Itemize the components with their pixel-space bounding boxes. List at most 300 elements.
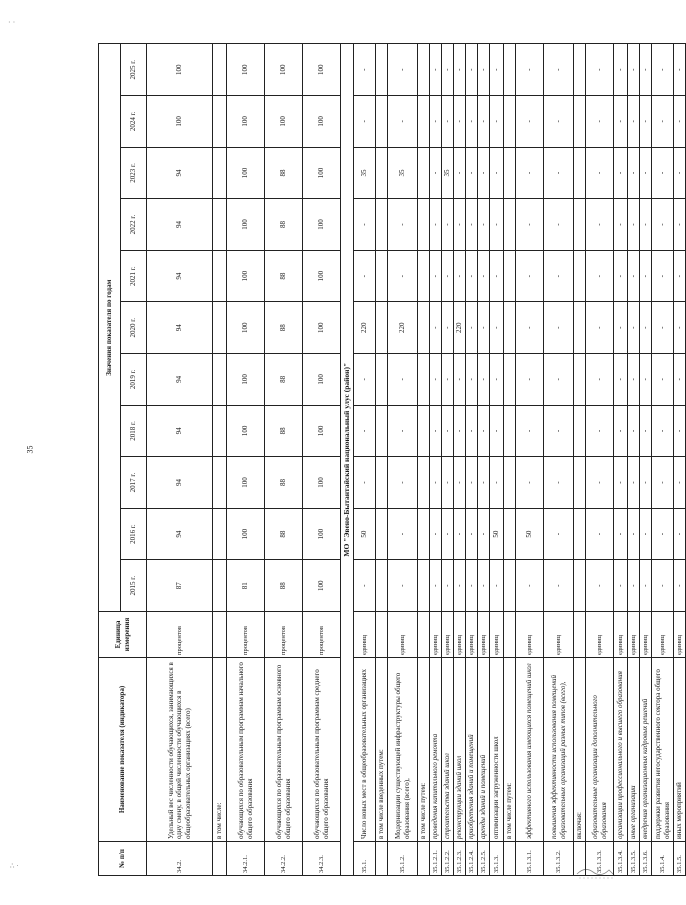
row-value: - — [652, 405, 674, 457]
row-value: - — [454, 199, 466, 251]
row-value: - — [652, 199, 674, 251]
row-value: - — [516, 560, 544, 612]
row-unit: процентов — [303, 612, 341, 658]
row-value: 88 — [265, 147, 303, 199]
row-value: - — [614, 147, 628, 199]
row-unit: единиц — [640, 612, 652, 658]
row-value — [504, 199, 516, 251]
table-row — [640, 44, 652, 876]
row-value: 94 — [147, 302, 213, 354]
row-value — [504, 457, 516, 509]
row-value: - — [454, 457, 466, 509]
row-value: - — [544, 302, 574, 354]
row-value — [213, 147, 227, 199]
row-value: 100 — [303, 302, 341, 354]
row-value: - — [388, 457, 418, 509]
row-unit — [213, 612, 227, 658]
row-value: 94 — [147, 147, 213, 199]
row-value: 35 — [442, 147, 454, 199]
row-value — [574, 302, 586, 354]
row-value — [213, 44, 227, 96]
header-year: 2022 г. — [121, 199, 147, 251]
row-value: - — [544, 354, 574, 406]
row-value — [574, 199, 586, 251]
row-name: оптимизации загруженности школ — [490, 658, 504, 842]
row-value: - — [640, 405, 652, 457]
row-value: - — [430, 147, 442, 199]
row-value: 100 — [227, 457, 265, 509]
row-code: 34.2. — [147, 842, 213, 876]
row-value: - — [674, 560, 686, 612]
table-row — [574, 44, 586, 876]
row-value — [574, 405, 586, 457]
row-value: - — [478, 508, 490, 560]
row-value: - — [586, 199, 614, 251]
row-unit: процентов — [265, 612, 303, 658]
header-year: 2023 г. — [121, 147, 147, 199]
header-year: 2015 г. — [121, 560, 147, 612]
row-value — [574, 147, 586, 199]
row-value: 50 — [354, 508, 376, 560]
table-row — [147, 44, 213, 876]
row-value: - — [442, 560, 454, 612]
row-value: - — [628, 147, 640, 199]
row-value: - — [442, 508, 454, 560]
row-value: - — [430, 405, 442, 457]
row-unit: процентов — [147, 612, 213, 658]
row-value: 94 — [147, 250, 213, 302]
row-value: - — [628, 354, 640, 406]
row-value — [376, 44, 388, 96]
row-value: - — [490, 405, 504, 457]
header-num: № п/п — [99, 842, 147, 876]
row-unit: единиц — [586, 612, 614, 658]
table-row — [652, 44, 674, 876]
row-value: - — [628, 560, 640, 612]
row-value: 81 — [227, 560, 265, 612]
row-unit — [574, 612, 586, 658]
row-code — [213, 842, 227, 876]
row-name: Удельный вес численности обучающихся, занимающихся в одну смену, в общей численности обучающихся в общеобразовательных организациях (всего) — [147, 658, 213, 842]
row-name: внедрения организационных кадровых решений — [640, 658, 652, 842]
row-value — [418, 405, 430, 457]
row-value: - — [544, 457, 574, 509]
row-unit — [504, 612, 516, 658]
row-value: 100 — [303, 147, 341, 199]
row-value: - — [516, 354, 544, 406]
row-value: - — [674, 405, 686, 457]
row-value: - — [442, 199, 454, 251]
row-value — [213, 250, 227, 302]
row-name: в том числе путем: — [504, 658, 516, 842]
header-year: 2019 г. — [121, 354, 147, 406]
row-code: 35.1.2.4. — [466, 842, 478, 876]
row-value: - — [466, 147, 478, 199]
header-year: 2017 г. — [121, 457, 147, 509]
row-value: - — [628, 250, 640, 302]
row-value: - — [614, 44, 628, 96]
row-value: - — [628, 44, 640, 96]
row-value: - — [544, 199, 574, 251]
row-code: 35.1.3.3. — [586, 842, 614, 876]
row-value — [376, 354, 388, 406]
row-value: - — [466, 508, 478, 560]
row-unit: единиц — [454, 612, 466, 658]
row-value: - — [490, 199, 504, 251]
page-number: 35 — [25, 445, 35, 454]
row-value: 100 — [303, 560, 341, 612]
row-value: 100 — [227, 508, 265, 560]
row-value — [418, 354, 430, 406]
row-value: - — [614, 250, 628, 302]
row-unit: единиц — [354, 612, 376, 658]
row-code: 35.1.2.5. — [478, 842, 490, 876]
row-value: 35 — [354, 147, 376, 199]
row-code: 35.1.2.2. — [442, 842, 454, 876]
header-values-group: Значения показателя по годам — [99, 44, 121, 612]
row-value: - — [466, 405, 478, 457]
table-row — [504, 44, 516, 876]
row-value: - — [490, 44, 504, 96]
row-value: - — [478, 302, 490, 354]
row-name: проведения капитального ремонта — [430, 658, 442, 842]
row-value: - — [628, 96, 640, 148]
row-value: - — [490, 560, 504, 612]
row-value: - — [652, 560, 674, 612]
row-value: - — [640, 147, 652, 199]
row-name: в том числе: — [213, 658, 227, 842]
row-value: - — [544, 96, 574, 148]
row-name: обучающихся по образовательным программам начального общего образования — [227, 658, 265, 842]
row-code — [574, 842, 586, 876]
row-value — [376, 560, 388, 612]
row-value: - — [454, 508, 466, 560]
row-value: 220 — [454, 302, 466, 354]
row-value — [213, 354, 227, 406]
row-value: - — [490, 96, 504, 148]
row-value: - — [478, 457, 490, 509]
row-unit — [418, 612, 430, 658]
row-value: - — [490, 354, 504, 406]
row-value: - — [674, 457, 686, 509]
table-row — [376, 44, 388, 876]
row-value: - — [674, 199, 686, 251]
row-value: 88 — [265, 302, 303, 354]
row-value: 94 — [147, 457, 213, 509]
row-value: - — [586, 147, 614, 199]
header-year: 2024 г. — [121, 96, 147, 148]
row-value: - — [354, 405, 376, 457]
row-value — [574, 250, 586, 302]
row-unit: единиц — [388, 612, 418, 658]
row-unit: единиц — [544, 612, 574, 658]
row-value: - — [614, 405, 628, 457]
row-value: - — [354, 96, 376, 148]
row-value: - — [652, 147, 674, 199]
row-value: - — [388, 44, 418, 96]
row-value: 100 — [227, 302, 265, 354]
row-value: - — [388, 405, 418, 457]
row-value: 94 — [147, 405, 213, 457]
row-value: - — [516, 250, 544, 302]
row-value: 35 — [388, 147, 418, 199]
row-value: - — [454, 250, 466, 302]
row-value — [376, 508, 388, 560]
row-value: - — [640, 44, 652, 96]
row-value — [213, 508, 227, 560]
row-value: - — [640, 96, 652, 148]
row-value: - — [586, 508, 614, 560]
row-value: 100 — [303, 354, 341, 406]
row-value — [418, 44, 430, 96]
row-value: 100 — [147, 96, 213, 148]
row-value: - — [544, 508, 574, 560]
row-value: - — [586, 560, 614, 612]
scan-artifact-top: · · — [8, 18, 16, 27]
row-value: - — [442, 354, 454, 406]
row-value: - — [614, 354, 628, 406]
section-row — [341, 44, 354, 876]
table-row — [478, 44, 490, 876]
row-value: 50 — [516, 508, 544, 560]
row-code — [504, 842, 516, 876]
row-value: 100 — [147, 44, 213, 96]
row-value: 87 — [147, 560, 213, 612]
row-value — [213, 96, 227, 148]
indicators-table — [98, 43, 686, 876]
row-value — [504, 354, 516, 406]
row-value — [418, 560, 430, 612]
row-value: 50 — [490, 508, 504, 560]
row-value: 88 — [265, 457, 303, 509]
row-value: 220 — [354, 302, 376, 354]
row-value: 100 — [227, 250, 265, 302]
row-value: - — [586, 302, 614, 354]
row-value: - — [442, 405, 454, 457]
row-value: - — [628, 457, 640, 509]
row-value — [376, 147, 388, 199]
row-value: - — [652, 354, 674, 406]
row-value — [504, 560, 516, 612]
row-unit: единиц — [614, 612, 628, 658]
row-value: - — [516, 405, 544, 457]
row-value: - — [640, 302, 652, 354]
row-value — [504, 508, 516, 560]
row-value — [418, 508, 430, 560]
row-value: - — [442, 302, 454, 354]
row-value: 100 — [303, 44, 341, 96]
row-value: - — [490, 147, 504, 199]
row-value: 94 — [147, 354, 213, 406]
row-value: - — [640, 250, 652, 302]
row-value: - — [454, 96, 466, 148]
header-year: 2016 г. — [121, 508, 147, 560]
scan-artifact-bottom: ∴ · — [10, 862, 19, 870]
row-value: - — [388, 250, 418, 302]
row-value: - — [430, 560, 442, 612]
row-value: - — [586, 250, 614, 302]
row-value: - — [388, 96, 418, 148]
row-name: иных мероприятий — [674, 658, 686, 842]
table-row — [614, 44, 628, 876]
row-value: - — [478, 250, 490, 302]
row-value: - — [614, 96, 628, 148]
row-value — [213, 302, 227, 354]
rotated-table-container — [98, 44, 684, 876]
row-value: - — [628, 302, 640, 354]
row-value: 100 — [227, 354, 265, 406]
header-year: 2021 г. — [121, 250, 147, 302]
row-value: - — [454, 405, 466, 457]
row-value — [376, 199, 388, 251]
row-value: - — [544, 405, 574, 457]
row-value: - — [466, 354, 478, 406]
row-value: 100 — [303, 405, 341, 457]
row-value: - — [430, 44, 442, 96]
row-value: - — [674, 250, 686, 302]
row-value: 220 — [388, 302, 418, 354]
row-value: - — [586, 457, 614, 509]
row-code: 35.1.2.1. — [430, 842, 442, 876]
row-value: - — [354, 457, 376, 509]
table-row — [466, 44, 478, 876]
row-value: 100 — [227, 199, 265, 251]
row-value: - — [354, 199, 376, 251]
row-unit: единиц — [430, 612, 442, 658]
row-value — [504, 96, 516, 148]
header-unit: Единица измерения — [99, 612, 147, 658]
row-value: - — [544, 250, 574, 302]
row-value: - — [354, 560, 376, 612]
row-value: - — [652, 44, 674, 96]
row-value: - — [466, 560, 478, 612]
row-code: 35.1.3.1. — [516, 842, 544, 876]
row-value: - — [478, 354, 490, 406]
table-row — [586, 44, 614, 876]
row-value: - — [490, 457, 504, 509]
table-row — [213, 44, 227, 876]
row-value: - — [478, 44, 490, 96]
row-value: - — [478, 199, 490, 251]
row-value: 100 — [227, 96, 265, 148]
row-value — [574, 508, 586, 560]
table-row — [388, 44, 418, 876]
row-value: - — [442, 250, 454, 302]
row-value: 100 — [265, 96, 303, 148]
row-name: поддержки развития негосударственного сектора общего образования — [652, 658, 674, 842]
row-value: - — [430, 250, 442, 302]
row-value: - — [516, 44, 544, 96]
row-value — [418, 302, 430, 354]
row-value: - — [388, 199, 418, 251]
row-value: - — [354, 354, 376, 406]
row-name: Модернизации существующей инфраструктуры общего образования (всего), — [388, 658, 418, 842]
row-value: - — [354, 44, 376, 96]
row-code: 35.1.3.2. — [544, 842, 574, 876]
row-value: - — [388, 560, 418, 612]
row-unit: единиц — [674, 612, 686, 658]
row-value: - — [628, 405, 640, 457]
row-value — [376, 405, 388, 457]
row-unit: процентов — [227, 612, 265, 658]
row-value: 94 — [147, 508, 213, 560]
row-value: - — [466, 457, 478, 509]
row-value: - — [388, 354, 418, 406]
header-year: 2020 г. — [121, 302, 147, 354]
row-value — [418, 250, 430, 302]
row-name: иные организации — [628, 658, 640, 842]
row-value: - — [466, 96, 478, 148]
row-value — [376, 457, 388, 509]
row-name: в том числе путем: — [418, 658, 430, 842]
row-value: - — [490, 250, 504, 302]
row-name: приобретения зданий и помещений — [466, 658, 478, 842]
row-code: 35.1.5. — [674, 842, 686, 876]
row-unit: единиц — [652, 612, 674, 658]
row-value: 100 — [227, 405, 265, 457]
row-value: 88 — [265, 560, 303, 612]
row-unit: единиц — [490, 612, 504, 658]
row-value: - — [674, 44, 686, 96]
row-value: - — [490, 302, 504, 354]
row-value: 100 — [303, 250, 341, 302]
row-value: - — [466, 302, 478, 354]
row-value: - — [674, 302, 686, 354]
row-value: - — [652, 96, 674, 148]
row-value: - — [478, 560, 490, 612]
row-value — [213, 405, 227, 457]
row-value: - — [516, 147, 544, 199]
row-value — [504, 44, 516, 96]
table-row — [430, 44, 442, 876]
row-value — [376, 250, 388, 302]
row-value — [504, 250, 516, 302]
row-value — [418, 96, 430, 148]
row-value: - — [388, 508, 418, 560]
section-label: МО "Эвено-Бытантайский национальный улус (район)" — [341, 44, 354, 876]
row-code: 35.1.4. — [652, 842, 674, 876]
row-value: - — [442, 96, 454, 148]
header-year: 2025 г. — [121, 44, 147, 96]
row-value — [574, 96, 586, 148]
row-value — [213, 457, 227, 509]
row-unit: единиц — [478, 612, 490, 658]
row-value — [376, 96, 388, 148]
row-value: - — [354, 250, 376, 302]
row-value: - — [478, 147, 490, 199]
table-row — [442, 44, 454, 876]
row-code: 34.2.3. — [303, 842, 341, 876]
header-name: Наименование показателя (индикатора) — [99, 658, 147, 842]
row-value: - — [614, 508, 628, 560]
table-row — [544, 44, 574, 876]
table-row — [674, 44, 686, 876]
row-value: - — [516, 96, 544, 148]
row-code: 35.1.2. — [388, 842, 418, 876]
row-value: 100 — [303, 199, 341, 251]
row-value: - — [454, 44, 466, 96]
row-value — [574, 354, 586, 406]
row-name: реконструкции зданий школ — [454, 658, 466, 842]
row-name: включая: — [574, 658, 586, 842]
row-value: - — [640, 560, 652, 612]
row-value: - — [652, 302, 674, 354]
row-value: - — [466, 199, 478, 251]
table-row — [303, 44, 341, 876]
row-value: 100 — [303, 96, 341, 148]
row-code: 35.1.3.6. — [640, 842, 652, 876]
row-value: - — [614, 457, 628, 509]
